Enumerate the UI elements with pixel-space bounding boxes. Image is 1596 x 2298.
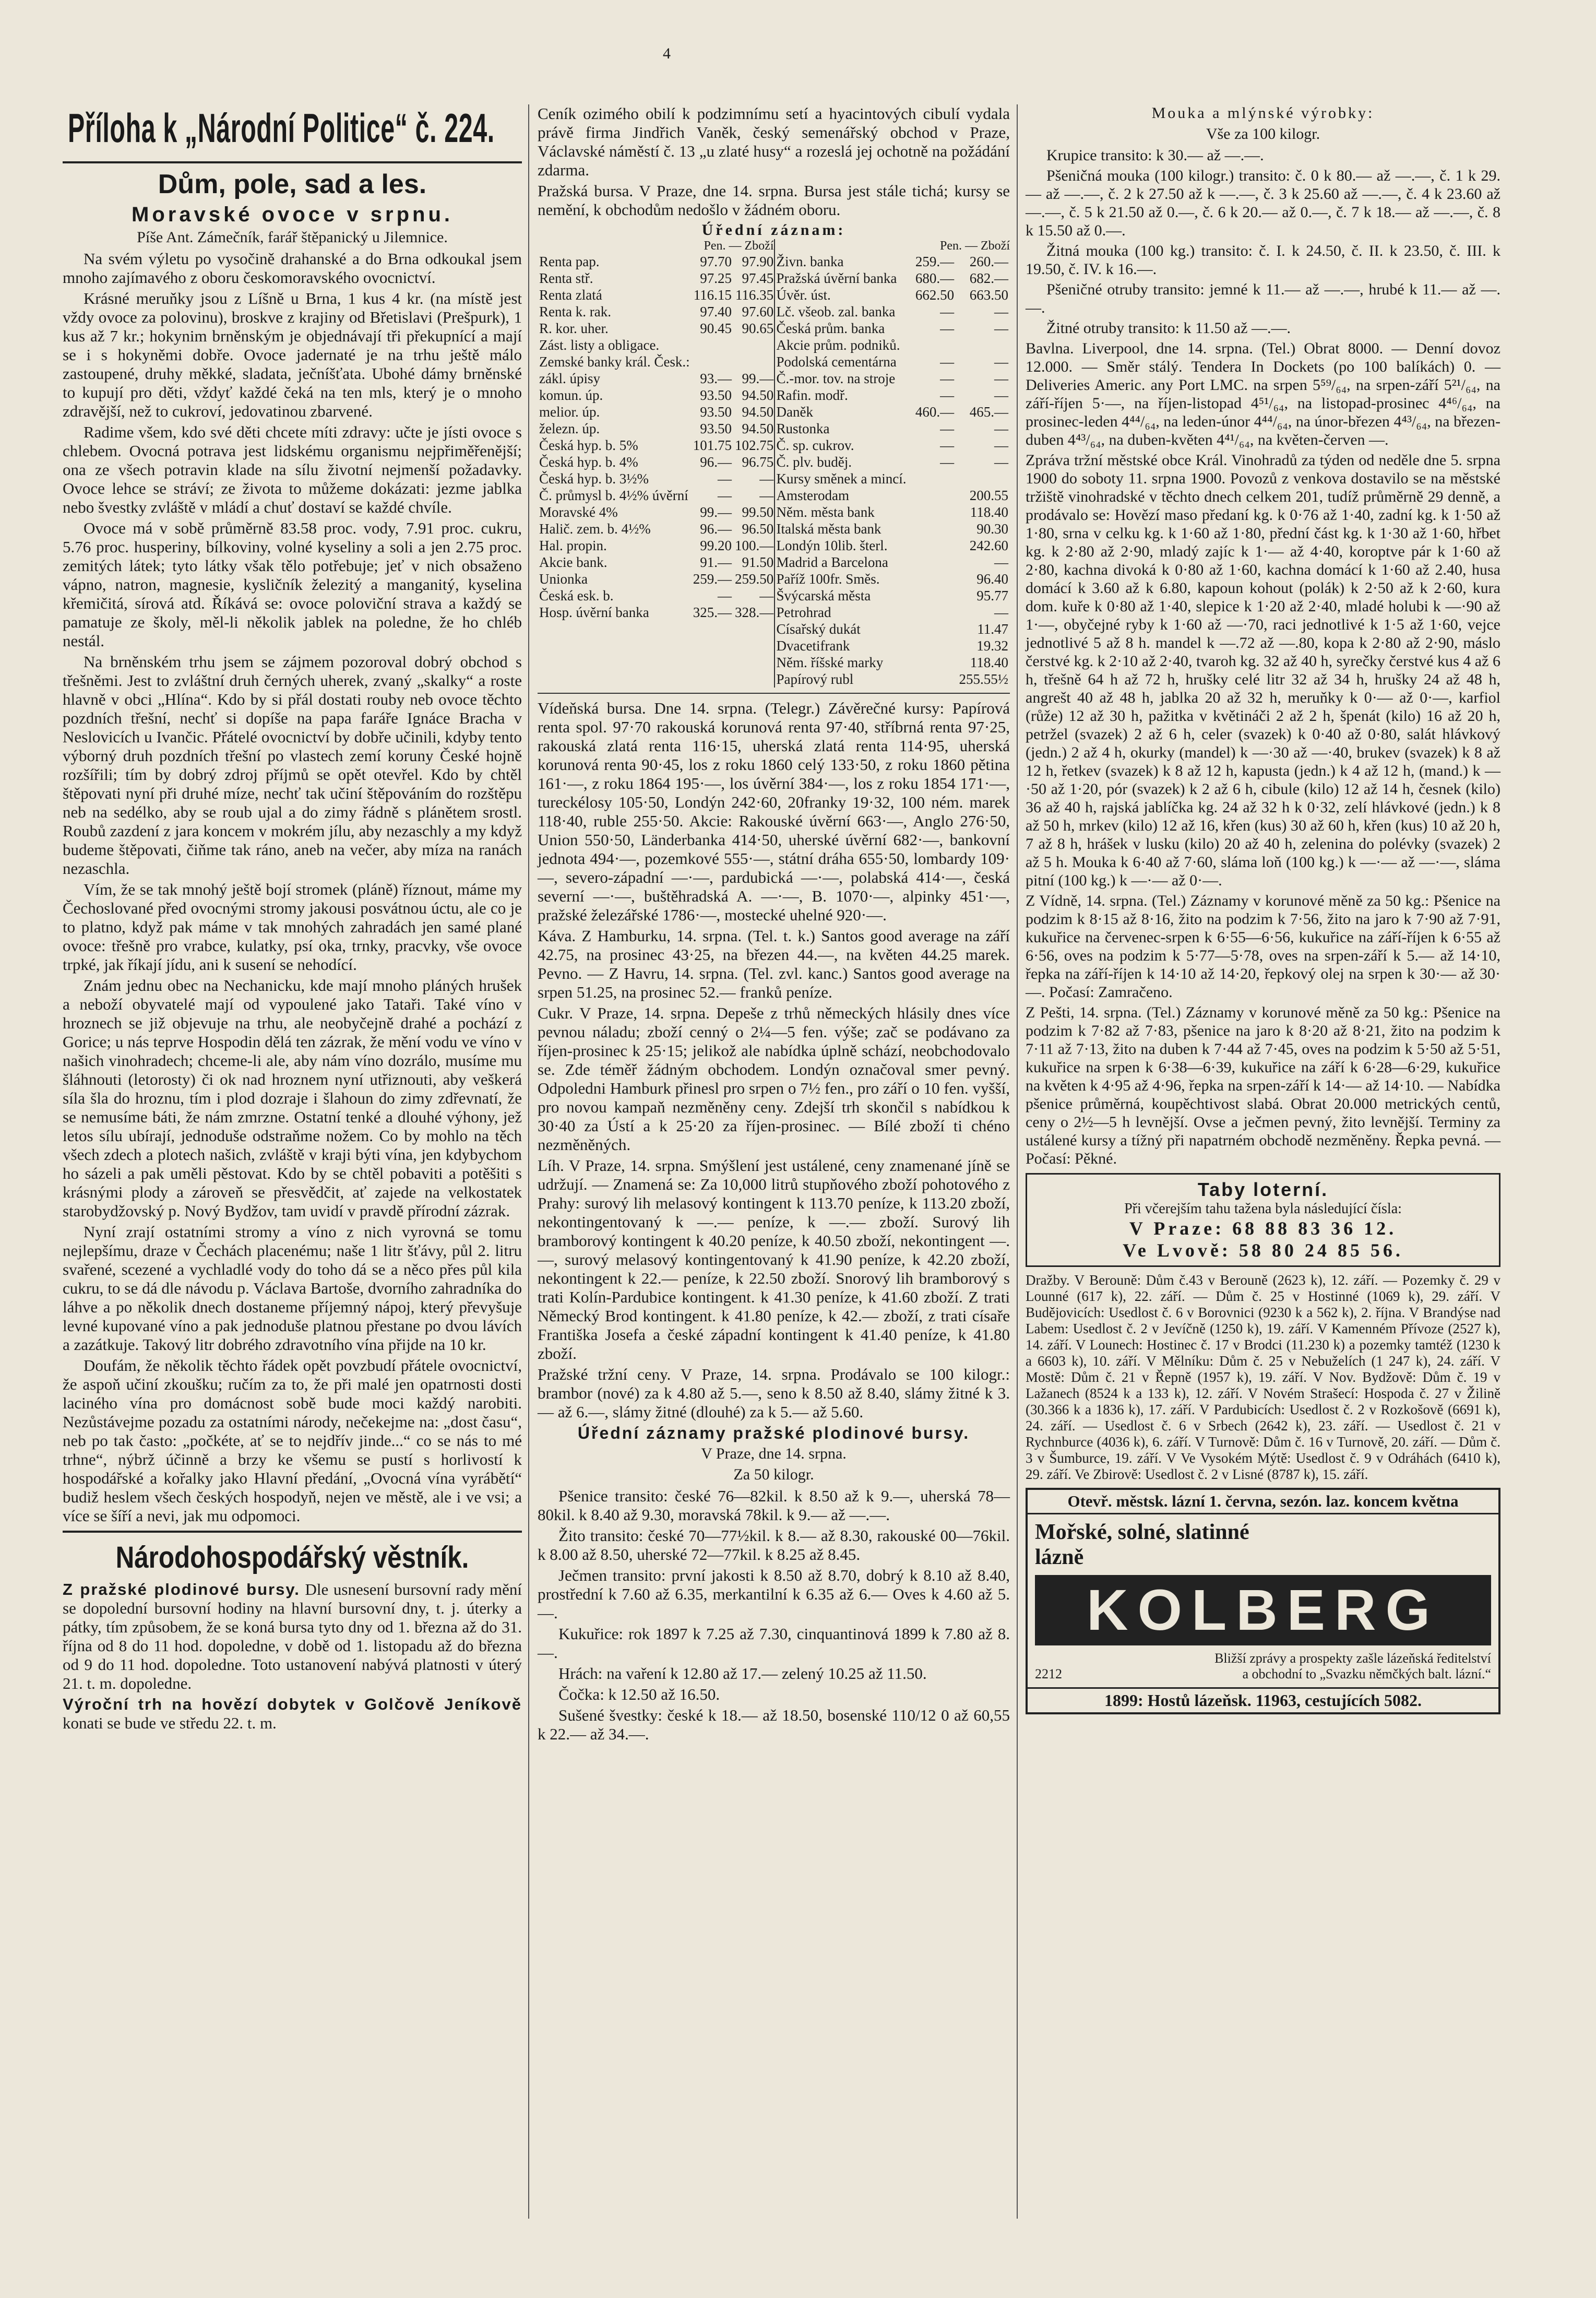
cell-label: Česká hyp. b. 4% <box>539 454 638 470</box>
table-row <box>538 370 775 387</box>
cell-label: melior. úp. <box>539 404 600 420</box>
table-row <box>538 420 775 437</box>
article-paragraph: Nyní zrají ostatními stromy a víno z nich vyrovná se tomu nejlepšímu, draze v Čechách placenému; naše 1 litr šťávy, půl 2. litru svařené, scezené a vychladlé vody do toho dá se a něco přes půl kila cukru, to se dá dle návodu p. Václava Bartoše, dvorního zahradníka do láhve a po několik dnech dostaneme příjemný nápoj, který převyšuje levné kupované víno a pak jednoduše platnou přestane po dvou lávích a zazátkuje. Takový litr dobrého zdravotního vína přijde na 10 kr. <box>63 1223 522 1354</box>
cell-label: komun. úp. <box>539 387 603 403</box>
cell-value: — <box>940 321 955 336</box>
column-3 <box>1026 104 1500 1720</box>
cell-value: 663.50 <box>969 287 1008 303</box>
cell-label: Císařský dukát <box>776 621 861 637</box>
cell-label: Akcie bank. <box>539 554 608 570</box>
table-row <box>538 504 775 520</box>
table-row <box>775 587 1010 604</box>
cell-label: Daněk <box>776 404 813 420</box>
article-paragraph: Krásné meruňky jsou z Líšně u Brna, 1 kus 4 kr. (na místě jest vždy ovoce za polovinu), broskve z krajiny od Břetislavi (Prešpurk), 1 kus až 7 kr.; hokynim brněnským je objednávají tři překupnící a mají se i s hokyněmi dobře. Ovoce jadernaté je na trhu ještě málo zastoupené, druhy měkké, sladata, ječníšťata. Ubohé dámy brněnské to kupují pro děti, vždyť každé čeká na ten mls, který je o mnoho zdravější, než to cukroví, jedovatinou zbarvené. <box>63 289 522 420</box>
article-paragraph: Na svém výletu po vysočině drahanské a do Brna odkoukal jsem mnoho zajímavého z oboru českomoravského ovocnictví. <box>63 250 522 287</box>
article-title: Moravské ovoce v srpnu. <box>132 203 453 226</box>
cell-label: Něm. říšské marky <box>776 655 884 670</box>
cell-label: železn. úp. <box>539 421 600 436</box>
kolberg-ad <box>1026 1488 1500 1714</box>
table-row <box>538 303 775 320</box>
cell-value: 102.75 <box>734 437 774 453</box>
table-row <box>775 420 1010 437</box>
table-row <box>538 287 775 303</box>
table-row <box>538 353 775 370</box>
cell-value <box>912 337 956 353</box>
cell-value: 662.50 <box>915 287 955 303</box>
cell-value: 680.— <box>915 270 955 286</box>
byline: Píše Ant. Zámečník, farář štěpanický u Jilemnice. <box>137 229 448 246</box>
cell-value <box>912 554 956 571</box>
cell-value <box>692 353 733 370</box>
table-title: Úřední záznam: <box>701 221 846 239</box>
cell-value: — <box>940 421 955 436</box>
cell-value: 97.90 <box>742 254 774 269</box>
table-row <box>775 470 1010 487</box>
burza-text: Dle usnesení bursovní rady mění se dopolední bursovní hodiny na hlavní bursovní dny, t. j. úterky a pátky, tím způsobem, že se koná bursa tyto dny od 1. března až do 31. října od 8 do 11 hod. dopoledne, v době od 1. listopadu až do března od 9 do 11 hod. dopoledne. Toto ustanovení nabývá platnosti v úterý 21. t. m. dopoledne. <box>63 1580 522 1692</box>
cell-value: 19.32 <box>976 638 1008 654</box>
cell-value: 465.— <box>969 404 1008 420</box>
cell-value: — <box>759 488 774 503</box>
vestnik-title: Národohospodářský věstník. <box>115 1541 469 1574</box>
cell-value: 96.— <box>700 454 732 470</box>
cell-label: Česká hyp. b. 3½% <box>539 471 649 487</box>
trh-text: konati se bude ve středu 22. t. m. <box>63 1714 277 1732</box>
cell-label: Rustonka <box>776 421 830 436</box>
cell-label: Pražská úvěrní banka <box>776 270 897 286</box>
cell-value: 97.40 <box>700 304 732 319</box>
kava-report: Káva. Z Hamburku, 14. srpna. (Tel. t. k.) Santos good average na září 42.75, na prosinec 43·25, na březen 44.—, na květen 44.25 marek. Pevno. — Z Havru, 14. srpna. (Tel. zvl. kanc.) Santos good average na srpen 51.25, na prosinec 52.— franků peníze. <box>538 927 1010 1001</box>
table-row <box>538 520 775 537</box>
table-row <box>775 454 1010 470</box>
cell-label: Švýcarská města <box>776 588 871 603</box>
cell-label: Papírový rubl <box>776 671 854 687</box>
cell-value: — <box>940 304 955 319</box>
cell-value: 91.— <box>700 554 732 570</box>
cell-value: — <box>994 421 1008 436</box>
column-rule-1 <box>528 104 529 2219</box>
urz-item: Kukuřice: rok 1897 k 7.25 až 7.30, cinquantinová 1899 k 7.80 až 8.—. <box>538 1625 1010 1662</box>
cell-value: 325.— <box>693 605 732 620</box>
cell-value: — <box>994 437 1008 453</box>
cell-value: 96.— <box>700 521 732 537</box>
cell-value: — <box>940 387 955 403</box>
cell-value: — <box>717 488 732 503</box>
cell-value: 99.50 <box>742 504 774 520</box>
cell-value: 259.— <box>915 254 955 269</box>
cell-value: 259.— <box>693 571 732 587</box>
table-row <box>775 320 1010 337</box>
cell-value: 96.50 <box>742 521 774 537</box>
table-row <box>775 370 1010 387</box>
cell-value: — <box>717 471 732 487</box>
cell-label: Renta stř. <box>539 270 593 286</box>
ad-info-2-text: a obchodní to „Svazku němčkých balt. lázní.“ <box>1242 1666 1491 1681</box>
table-row <box>538 387 775 404</box>
cell-value: — <box>994 387 1008 403</box>
cell-label: Akcie prům. podniků. <box>776 337 900 353</box>
cell-value: — <box>994 354 1008 370</box>
cell-value <box>912 487 956 504</box>
table-row <box>538 587 775 604</box>
cell-label: Č. sp. cukrov. <box>776 437 854 453</box>
cell-value: 93.50 <box>700 421 732 436</box>
cell-value <box>956 470 1010 487</box>
cell-value: 90.45 <box>700 321 732 336</box>
cell-value: 200.55 <box>969 488 1008 503</box>
lottery-lvov: Ve Lvově: 58 80 24 85 56. <box>1123 1240 1403 1261</box>
cell-label: Halič. zem. b. 4½% <box>539 521 651 537</box>
cell-label: Amsterodam <box>776 488 849 503</box>
table-head-left: Pen. — Zboží <box>704 239 774 253</box>
cell-value: 93.— <box>700 371 732 386</box>
ad-info-2 <box>1035 1666 1491 1682</box>
cell-label: Renta zlatá <box>539 287 602 303</box>
cell-value <box>912 571 956 587</box>
table-row <box>538 337 775 353</box>
table-row <box>775 654 1010 671</box>
trzni-ceny: Pražské tržní ceny. V Praze, 14. srpna. Prodávalo se 100 kilogr.: brambor (nové) za k 4.80 až 5.—, seno k 8.50 až 8.40, slámy žitné k 3.— až 6.—, slámy žitné (dlouhé) za k 5.— až 5.60. <box>538 1365 1010 1421</box>
table-row <box>538 270 775 287</box>
cell-value: 99.— <box>742 371 774 386</box>
table-head-right: Pen. — Zboží <box>940 239 1010 253</box>
cell-label: Č.-mor. tov. na stroje <box>776 371 896 386</box>
cell-value: 94.50 <box>742 421 774 436</box>
cell-value: 11.47 <box>977 621 1008 637</box>
cell-label: Renta pap. <box>539 254 600 269</box>
cell-value <box>912 621 956 637</box>
cell-value <box>912 604 956 621</box>
trh-heading: Výroční trh na hovězí dobytek v Golčově Jeníkově <box>63 1695 522 1713</box>
cell-value: 96.40 <box>976 571 1008 587</box>
cell-value: — <box>940 437 955 453</box>
cell-value <box>692 337 733 353</box>
cell-value: 116.15 <box>693 287 732 303</box>
table-row <box>538 253 775 270</box>
cell-value: — <box>994 605 1008 620</box>
vinohrady-report: Zpráva tržní městské obce Král. Vinohradů za týden od neděle dne 5. srpna 1900 do soboty 11. srpna 1900. Povozů z venkova dostavilo se na městské tržiště vinohradské v těchto dnech celkem 201, tudíž průměrně 29 denně, a prodávalo se: Hovězí maso předaní kg. k 0·76 až 1·40, zadní kg. k 1·50 až 1·80, srna v celku kg. k 1·60 až 1·80, přední část kg. k 1·30 až 1·60, hřbet kg. k 2·80 až 2·90, mladý zajíc k 1·— až 4·40, koroptve pár k 1·60 až 2·80, kachna divoká k 0·80 až 1·60, kachna domácí k 1·60 až 2.40, husa domácí k 3.60 až k 6.80, kapoun kohout (polák) k 2·50 až k 2·60, kura dom. kuře k 0·80 až 1·40, slepice k 1·20 až 2·40, mladé holubi k —·90 až 1·—, obyčejné ryby k 1·60 až —·70, raci jednotlivé k 1·5 až 1·60, vejce jednotlivé 5 až 8 h. mandel k —.72 až —.80, kopa k 2·80 až 2·90, máslo čerstvé kg. k 2·10 až 2·40, tvaroh kg. 32 až 40 h, syrečky čerstvé kus 4 až 6 h, třešně 64 h až 72 h, hrušky celé litr 32 až 34 h, hrušky 24 až 48 h, angrešt 40 až 48 h, jablka 20 až 32 h, meruňky k 0·— až 0·—, karfiol (růže) 12 až 30 h, pažitka v květináči 2 až 2 h, špenát (kilo) 16 až 20 h, petržel (svazek) 2 až 6 h, celer (svazek) k 0·40 až 0·80, salát hlávkový (jedn.) 2 až 4 h, okurky (mandel) k —·30 až —·40, brukev (svazek) k 8 až 12 h, řetkev (svazek) k 8 až 12 h, kapusta (jedn.) k 4 až 12 h, (mand.) k —·50 až 1·20, pór (svazek) k 2 až 6 h, cibule (kilo) 12 až 14 h, česnek (kilo) 36 až 40 h, rajská jablíčka kg. 24 až 32 h k 0·32, zelí hlávkové (jedn.) k 8 až 50 h, mrkev (kilo) 12 až 16, křen (kus) 30 až 60 h, křen (kus) 10 až 20 h, 7 až 8 h, hrášek v lusku (kilo) 20 až 40 h, zelenina do polévky (svazek) 2 až 5 h. Mouka k 6·40 až 7·60, sláma loň (100 kg.) k —·— až —·—, sláma pitní (100 kg.) k —·— až 0·—. <box>1026 452 1500 889</box>
table-row <box>775 270 1010 287</box>
table-row <box>775 337 1010 353</box>
cell-value: 255.55½ <box>959 671 1008 687</box>
trh-notice <box>63 1695 522 1733</box>
cell-value <box>733 353 775 370</box>
ad-slogan-2: lázně <box>1035 1545 1084 1569</box>
cell-label: Živn. banka <box>776 254 844 269</box>
cell-value: 259.50 <box>734 571 774 587</box>
urz-title: Úřední záznamy pražské plodinové bursy. <box>577 1424 970 1442</box>
cell-value: — <box>940 454 955 470</box>
burza-heading: Z pražské plodinové bursy. <box>63 1580 300 1598</box>
ad-code: 2212 <box>1035 1666 1062 1681</box>
mouka-item: Pšeničné otruby transito: jemné k 11.— až —.—, hrubé k 11.— až —.—. <box>1026 281 1500 316</box>
cell-label: Něm. města bank <box>776 504 875 520</box>
ad-slogan: Mořské, solné, slatinné <box>1035 1520 1249 1544</box>
cukr-report: Cukr. V Praze, 14. srpna. Depeše z trhů německých hlásily dnes více pevnou náladu; zboží cenný o 2¼—5 fen. výše; zač se podávano za říjen-prosinec k 25·15; jelikož ale nabídka úplně schází, neobchodovalo se. Zde téměř žádným obchodem. Londýn označoval smer pevný. Odpoledni Hamburk přinesl pro srpen o 7½ fen., pro září o 10 fen. vyšší, pro novou kampaň nezměněny ceny. Zdejší trh skončil s nabídkou k 30·40 za Ústí a k 25·20 za říjen-prosinec. — Bílé zboží ti chéno nezměněných. <box>538 1004 1010 1154</box>
masthead-rule <box>63 161 522 163</box>
mouka-item: Krupice transito: k 30.— až —.—. <box>1046 147 1264 164</box>
cell-value: 93.50 <box>700 404 732 420</box>
article-paragraph: Znám jednu obec na Nechanicku, kde mají mnoho pláných hrušek a neboží obyvatelé mají od vypoulené jako Tataři. Také víno v hroznech se již objevuje na trhu, ale neobyčejně drahé a pochází z Gorice; u nás teprve Hospodin dělá ten zázrak, že mění vodu ve víno v našich vinohradech; chceme-li ale, aby nám víno dozrálo, musíme mu šláhnouti (letorosty) či ok nad hroznem nyní utřiznouti, aby veškerá síla šla do hroznu, tím i plod dozraje i šlahoun do zimy zdřevnatí, že se nemusíme báti, že nám zmrzne. Ostatní tenké a dlouhé výhony, jež letos sílu ubírají, jednoduše odstraňme nožem. Co by mohlo na těch všech zdech a plotech našich, zvláště v kraji býti vína, jen kdybychom ho sázeli a pak uměli pěstovat. Kdo by se chtěl pobaviti a potěšiti s krásnými plody a zároveň se přesvědčit, ať zajede na velkostatek starobydžovský p. Nový Bydžov, tam uvidí v pravdě přírodní zázrak. <box>63 976 522 1220</box>
cell-value: 94.50 <box>742 404 774 420</box>
table-row <box>775 604 1010 621</box>
cell-value <box>912 671 956 688</box>
table-row <box>538 404 775 420</box>
cell-label: Č. plv. buděj. <box>776 454 852 470</box>
cell-value: — <box>940 354 955 370</box>
cell-label: Paříž 100fr. Směs. <box>776 571 880 587</box>
drazby-report: Dražby. V Berouně: Dům č.43 v Berouně (2623 k), 12. září. — Pozemky č. 29 v Lounné (617 k), 22. září. — Dům č. 25 v Hostinné (1069 k), 29. září. V Budějovicích: Usedlost č. 6 v Borovnici (9230 k a 562 k), 2. října. V Brandýse nad Labem: Usedlost č. 2 v Jevíčně (1250 k), 19. září. V Kamenném Přívoze (2527 k), 14. září. V Lounech: Hostinec č. 17 v Brodci (11.230 k) a pozemky tamtéž (1230 k a 6603 k), 10. září. V Mělníku: Dům č. 25 v Nebuželích (1 247 k), 24. září. V Mostě: Dům č. 21 v Řepně (1957 k), 19. září. V Nov. Bydžově: Dům č. 19 v Lažanech (8524 k a 133 k), 12. září. V Novém Strašecí: Hospoda č. 27 v Žilině (30.366 k a 1836 k), 17. září. V Pardubicích: Usedlost č. 2 v Rozkošově (6691 k), 24. září. — Usedlost č. 6 v Srbech (2642 k), 23. září. — Usedlost č. 21 v Rychnburce (4036 k), 6. září. V Turnově: Dům č. 16 v Turnově, 20. září. — Dům č. 3 v Šumburce, 19. září. V Ve Vysokém Mýtě: Usedlost č. 9 v Odráhách (6410 k), 29. září. Ve Zbirově: Usedlost č. 2 v Lisné (8787 k), 15. září. <box>1026 1272 1500 1482</box>
burza-notice <box>63 1580 522 1693</box>
mouka-title: Mouka a mlýnské výrobky: <box>1151 104 1375 122</box>
cenik-notice: Ceník ozimého obilí k podzimnímu setí a hyacintových cibulí vydala právě firma Jindřich Vaněk, český semenářský obchod v Praze, Václavské náměstí č. 13 „u zlaté husy“ a rozeslá jej ochotně na požádání zdarma. <box>538 104 1010 179</box>
cell-value: 260.— <box>969 254 1008 269</box>
pest-report: Z Pešti, 14. srpna. (Tel.) Záznamy v korunové měně za 50 kg.: Pšenice na podzim k 7·82 až 7·83, pšenice na jaro k 8·20 až 8·21, žito na podzim k 7·11 až 7·13, žito na duben k 7·44 až 7·45, oves na podzim k 5·50 až 5·51, kukuřice na srpen k 6·38—6·39, kukuřice na září k 6·28—6·29, kukuřice na květen k 4·95 až 4·96, řepka na srpen-září k 14·— až 14·10. — Nabídka pšenice průměrná, koupěchtivost slabá. Obrat 20.000 metrických centů, ceny o 2½—5 h levnější. Ovse a ječmen pevný, žito levnější. Terminy za ustálené kursy a tížný při napatrném obchodě nezměněny. Řepka pevná. — Počasí: Pěkné. <box>1026 1004 1500 1167</box>
cell-label: Zást. listy a obligace. <box>539 337 660 353</box>
cell-value: — <box>994 304 1008 319</box>
mouka-item: Žitná mouka (100 kg.) transito: č. I. k 24.50, č. II. k 23.50, č. III. k 19.50, č. IV. k 16.—. <box>1026 242 1500 278</box>
cell-label: zákl. úpisy <box>539 371 600 386</box>
table-row <box>775 404 1010 420</box>
table-row <box>775 571 1010 587</box>
cell-label: Rafin. modř. <box>776 387 848 403</box>
cell-value: — <box>994 321 1008 336</box>
exchange-table-left <box>538 239 775 688</box>
table-row <box>775 504 1010 520</box>
cell-label: Unionka <box>539 571 588 587</box>
cell-value: 118.40 <box>970 504 1008 520</box>
cell-label: Renta k. rak. <box>539 304 611 319</box>
table-row <box>775 487 1010 504</box>
article-paragraph: Ovoce má v sobě průměrně 83.58 proc. vody, 7.91 proc. cukru, 5.76 proc. husperiny, bílkoviny, volné kyseliny a soli a jen 2.75 proc. zemitých látek; tyto látky však tělo potřebuje; jeť v nich obsaženo vápno, natron, magnesie, kysličník železitý a manganitý, kyselina křemičitá, sírová atd. Říkává se: ovoce poloviční strava a každý se pamatuje ze školy, měl-li několik jablek na poledne, že ho chléb nestál. <box>63 519 522 650</box>
table-row <box>775 520 1010 537</box>
table-row <box>538 470 775 487</box>
cell-label: Č. průmysl b. 4½% úvěrní <box>539 488 688 503</box>
table-row <box>775 637 1010 654</box>
cell-label: Česká hyp. b. 5% <box>539 437 638 453</box>
cell-label: Hosp. úvěrní banka <box>539 605 649 620</box>
article-paragraph: Doufám, že několik těchto řádek opět povzbudí přátele ovocnictví, že aspoň učiní zkoušku; ručím za to, že při malé jen opatrnosti dosti laciného vína pro domácnost sobě bude moci každý narobiti. Nezůstávejme pozadu za ostatními národy, nečekejme na: „dost času“, neb po tak často: „počkéte, ať se to nejdřív jinde...“ co se nás to mé trhne“, nýbrž účinně a brzy ke všemu se pustí s horlivostí k hospodářské a kořalky jako Hlavní předání, „Ovocná vína vyrábětí“ budiž heslem všech českých hospodyň, nejen ve městě, ale i ve vsi; a více se šíří a nevi, jak mu odpomoci. <box>63 1356 522 1525</box>
cell-value <box>912 537 956 554</box>
table-row <box>538 320 775 337</box>
table-row <box>538 487 775 504</box>
article-paragraph: Na brněnském trhu jsem se zájmem pozoroval dobrý obchod s třešněmi. Jest to zvláštní druh černých uherek, zvaný „skalky“ a roste hlavně v obci „Hlína“. Kdo by si přál dostati rouby neb ovoce těchto pozdních třešní, nechť si dopíše na papa faráře Ignáce Bracha v Neslovicích u Ivančic. Přátelé ovocnictví by dobře učinili, kdyby tento výborný druh pozdních třešní po vlastech zemí koruny České hojně rozšířili; tím by dobrý zdroj příjmů se opět otevřel. Kdo by chtěl štěpovati nyní při druhé míze, nechť tak učiní štěpováním do rozštěpu neb na sedélko, aby se roub ujal a do zimy řádně s plánětem srostl. Roubů zazdení z jara koncem v mokrém jílu, aby nezaschly a my když budeme štěpovati, čiňme tak ráno, aneb na večer, aby míza na ranách nezaschla. <box>63 653 522 878</box>
article-paragraph: Radime všem, kdo své děti chcete míti zdravy: učte je jísti ovoce s chlebem. Ovocná potrava jest lidskému organismu nejpřiměřenější; ona ze všech potravin klade na sílu životní nejmenší požadavky. Ovoce lehce se stráví; ze života to můžeme dokázati: jezme jablka nebo švestky zvláště v mládí a chuť dostaví se každé chvíle. <box>63 423 522 516</box>
cell-value: 94.50 <box>742 387 774 403</box>
table-row <box>538 571 775 587</box>
section-title: Dům, pole, sad a les. <box>158 169 427 199</box>
rule <box>538 693 1010 694</box>
table-row <box>538 454 775 470</box>
lottery-praha: V Praze: 68 88 83 36 12. <box>1129 1218 1397 1239</box>
ad-bottom: 1899: Hostů lázeňsk. 11963, cestujících 5082. <box>1028 1687 1498 1712</box>
ad-body <box>1028 1514 1498 1687</box>
cell-label: Moravské 4% <box>539 504 618 520</box>
cell-value <box>912 470 956 487</box>
cell-value: 97.70 <box>700 254 732 269</box>
cell-label: R. kor. uher. <box>539 321 609 336</box>
ad-info: Bližší zprávy a prospekty zašle lázeňská ředitelství <box>1214 1651 1491 1666</box>
table-row <box>775 671 1010 688</box>
cell-label: Italská města bank <box>776 521 882 537</box>
table-row <box>775 303 1010 320</box>
cell-value: 116.35 <box>735 287 774 303</box>
cell-value: 97.45 <box>742 270 774 286</box>
cell-label: Hal. propin. <box>539 538 607 553</box>
section-rule <box>63 1531 522 1533</box>
cell-value: — <box>717 588 732 603</box>
cell-value: 97.25 <box>700 270 732 286</box>
cell-value: 101.75 <box>693 437 732 453</box>
article-paragraph: Vím, že se tak mnohý ještě bojí stromek (pláně) říznout, máme my Čechoslované před ovocnými stromy jakousi posvátnou úctu, ale co je to platno, když pak máme v tak mnohých zahradách jen samé plané ovoce: třešně pro vrabce, kulatky, psí oka, trnky, pracvky, vše ovoce trpké, jak říkají jídu, ani k susení se nehodící. <box>63 880 522 974</box>
urz-item: Čočka: k 12.50 až 16.50. <box>558 1685 720 1703</box>
column-1 <box>63 104 522 1735</box>
cell-label: Londýn 10lib. šterl. <box>776 538 888 553</box>
column-2 <box>538 104 1010 1746</box>
urz-item: Ječmen transito: první jakosti k 8.50 až 8.70, dobrý k 8.10 až 8.40, prostřední k 7.60 až 6.35, merkantilní k 6.35 až 6.— Oves k 4.60 až 5.—. <box>538 1566 1010 1622</box>
cell-value: 682.— <box>969 270 1008 286</box>
lottery-box <box>1026 1173 1500 1267</box>
lih-report: Líh. V Praze, 14. srpna. Smýšlení jest ustálené, ceny znamenané jíně se udržují. — Znamená se: Za 10,000 litrů stupňového zboží pohotového z Prahy: surový lih melasový kontingent k 113.70 peníze, k 113.20 zboží, nekontingentovaný k —.— peníze, k —.— zboží. Surový lih bramborový kontingent k 40.20 peníze, k 40.50 zboží, nekontingent —.—, surový melasový kontingentovaný k 41.90 peníze, k 42.20 zboží, nekontingent k 22.— peníze, k 22.50 zboží. Snorový lih bramborový s trati Kolín-Pardubice kontingent. k 41.30 peníze, k 41.60 zboží. Z trati Německý Brod kontingent. k 41.80 peníze, k 42.— zboží, z trati císaře Františka Josefa a české západní kontingent k 41.40 peníze, k 41.80 zboží. <box>538 1156 1010 1363</box>
lottery-sub: Při včerejším tahu tažena byla následující čísla: <box>1124 1201 1402 1217</box>
table-row <box>775 621 1010 637</box>
cell-value: 90.65 <box>742 321 774 336</box>
cell-value: — <box>994 554 1008 570</box>
cell-label: Kursy směnek a mincí. <box>776 471 907 487</box>
cell-label: Podolská cementárna <box>776 354 897 370</box>
ad-brand-logo: KOLBERG <box>1035 1575 1491 1645</box>
cell-value: — <box>940 371 955 386</box>
table-row <box>775 353 1010 370</box>
cell-value: 97.60 <box>742 304 774 319</box>
urz-date: V Praze, dne 14. srpna. <box>701 1445 847 1462</box>
cell-value: 99.20 <box>700 538 732 553</box>
urz-item: Pšenice transito: české 76—82kil. k 8.50 až k 9.—, uherská 78—80kil. k 8.40 až 9.30, moravská 78kil. k 9.— až —.—. <box>538 1487 1010 1524</box>
urz-item: Sušené švestky: české k 18.— až 18.50, bosenské 110/12 0 až 60,55 k 22.— až 34.—. <box>538 1706 1010 1743</box>
cell-value <box>912 637 956 654</box>
cell-value: — <box>759 471 774 487</box>
cell-label: Zemské banky král. Česk.: <box>539 354 690 370</box>
cell-label: Úvěr. úst. <box>776 287 831 303</box>
table-row <box>775 253 1010 270</box>
urz-sub: Za 50 kilogr. <box>733 1466 814 1483</box>
cell-value: 96.75 <box>742 454 774 470</box>
cell-value: — <box>759 588 774 603</box>
urz-item: Hrách: na vaření k 12.80 až 17.— zelený 10.25 až 11.50. <box>558 1664 927 1683</box>
cell-value: 460.— <box>915 404 955 420</box>
table-row <box>775 554 1010 571</box>
cell-value: 95.77 <box>976 588 1008 603</box>
urz-item: Žito transito: české 70—77½kil. k 8.— až 8.30, rakouské 00—76kil. k 8.00 až 8.50, uherské 72—77kil. k 8.25 až 8.45. <box>538 1526 1010 1563</box>
cell-label: Lč. všeob. zal. banka <box>776 304 896 319</box>
cell-label: Česká prům. banka <box>776 321 885 336</box>
cell-label: Česká esk. b. <box>539 588 614 603</box>
ad-top: Otevř. městsk. lázní 1. června, sezón. laz. koncem května <box>1028 1490 1498 1514</box>
table-row <box>775 537 1010 554</box>
cell-value <box>912 504 956 520</box>
table-right <box>775 253 1010 688</box>
mouka-item: Žitné otruby transito: k 11.50 až —.—. <box>1046 319 1291 337</box>
cell-label: Dvacetifrank <box>776 638 850 654</box>
table-row <box>775 287 1010 303</box>
cell-value: — <box>994 454 1008 470</box>
page-mark: 4 <box>663 45 671 62</box>
cell-value: 93.50 <box>700 387 732 403</box>
lottery-title: Taby loterní. <box>1197 1179 1329 1200</box>
viden-report: Z Vídně, 14. srpna. (Tel.) Záznamy v korunové měně za 50 kg.: Pšenice na podzim k 8·15 až 8·16, žito na podzim k 7·56, žito na jaro k 7·90 až 7·91, kukuřice na červenec-srpen k 6·55—6·56, kukuřice na září-říjen k 6·55 až 6·56, oves na podzim k 5·77—5·78, oves na srpen-září k 5.— až 14·10, řepka na září-říjen k 14·10 až 14·20, řepkový olej na srpen k 30·— až 30·—. Počasí: Zamračeno. <box>1026 892 1500 1001</box>
cell-label: Madrid a Barcelona <box>776 554 888 570</box>
cell-value: 242.60 <box>969 538 1008 553</box>
cell-value: 90.30 <box>976 521 1008 537</box>
masthead: Příloha k „Národní Politice“ č. 224. <box>68 105 495 151</box>
cell-value: 118.40 <box>970 655 1008 670</box>
cell-value: 99.— <box>700 504 732 520</box>
mouka-sub: Vše za 100 kilogr. <box>1206 125 1320 143</box>
table-row <box>538 437 775 454</box>
cell-value: — <box>994 371 1008 386</box>
exchange-table <box>538 239 1010 688</box>
cell-value: 91.50 <box>742 554 774 570</box>
exchange-table-right <box>775 239 1010 688</box>
prazska-bursa: Pražská bursa. V Praze, dne 14. srpna. Bursa jest stále tichá; kursy se nemění, k obchodům nedošlo v žádném oboru. <box>538 182 1010 219</box>
table-row <box>775 437 1010 454</box>
cell-value <box>733 337 775 353</box>
mouka-item: Pšeničná mouka (100 kilogr.) transito: č. 0 k 80.— až —.—, č. 1 k 29.— až —.—, č. 2 k 27.50 až k —.—, č. 3 k 25.60 až —.—, č. 4 k 23.60 až —.—, č. 5 k 21.50 až 0.—, č. 6 k 20.— až 0.—, č. 7 k 18.— až —.—, č. 8 k 15.50 až 0.—. <box>1026 167 1500 239</box>
cell-value: 100.— <box>734 538 774 553</box>
cell-value: 328.— <box>734 605 774 620</box>
cell-value <box>912 587 956 604</box>
table-row <box>775 387 1010 404</box>
cell-value <box>956 337 1010 353</box>
bavlna-report: Bavlna. Liverpool, dne 14. srpna. (Tel.) Obrat 8000. — Denní dovoz 12.000. — Směr stálý. Tendera In Dockets (po 100 balíkách) 0. — Deliveries Americ. any Port LMC. na srpen 5⁵⁹/₆₄, na srpen-září 5²¹/₆₄, na září-říjen 5·—, na říjen-listopad 4⁵¹/₆₄, na listopad-prosinec 4⁴⁶/₆₄, na prosinec-leden 4⁴⁴/₆₄, na leden-únor 4⁴⁴/₆₄, na únor-březen 4⁴³/₆₄, na březen-duben 4⁴³/₆₄, na duben-květen 4⁴¹/₆₄, na květen-červen —. <box>1026 340 1500 448</box>
videnska-bursa: Vídeňská bursa. Dne 14. srpna. (Telegr.) Závěrečné kursy: Papírová renta spol. 97·70 rakouská korunová renta 97·40, stříbrná renta 97·25, rakouská zlatá renta 116·15, uherská zlatá renta 114·95, uherská korunová renta 90·45, los z roku 1860 celý 133·50, z roku 1860 pětina 161·—, z roku 1864 195·—, los úvěrní 384·—, los z roku 1854 171·—, tureckélosy 105·50, Londýn 242·60, 20franky 19·32, 100 ném. marek 118·40, ruble 255·50. Akcie: Rakouské úvěrní 663·—, Anglo 276·50, Union 550·50, Länderbanka 414·50, uherské úvěrní 682·—, bankovní jednota 494·—, pozemkové 555·—, státní dráha 655·50, lombardy 109·—, severo-západní —·—, pardubická —·—, polabská 414·—, česká severní —·—, buštěhradská A. —·—, B. 1070·—, alpinky 451·—, pražské železářské 1786·—, mostecké uhelné 920·—. <box>538 699 1010 924</box>
column-rule-2 <box>1017 104 1018 2219</box>
table-row <box>538 537 775 554</box>
cell-value <box>912 520 956 537</box>
table-row <box>538 604 775 621</box>
table-left <box>538 253 775 621</box>
cell-value <box>912 654 956 671</box>
cell-label: Petrohrad <box>776 605 831 620</box>
table-row <box>538 554 775 571</box>
